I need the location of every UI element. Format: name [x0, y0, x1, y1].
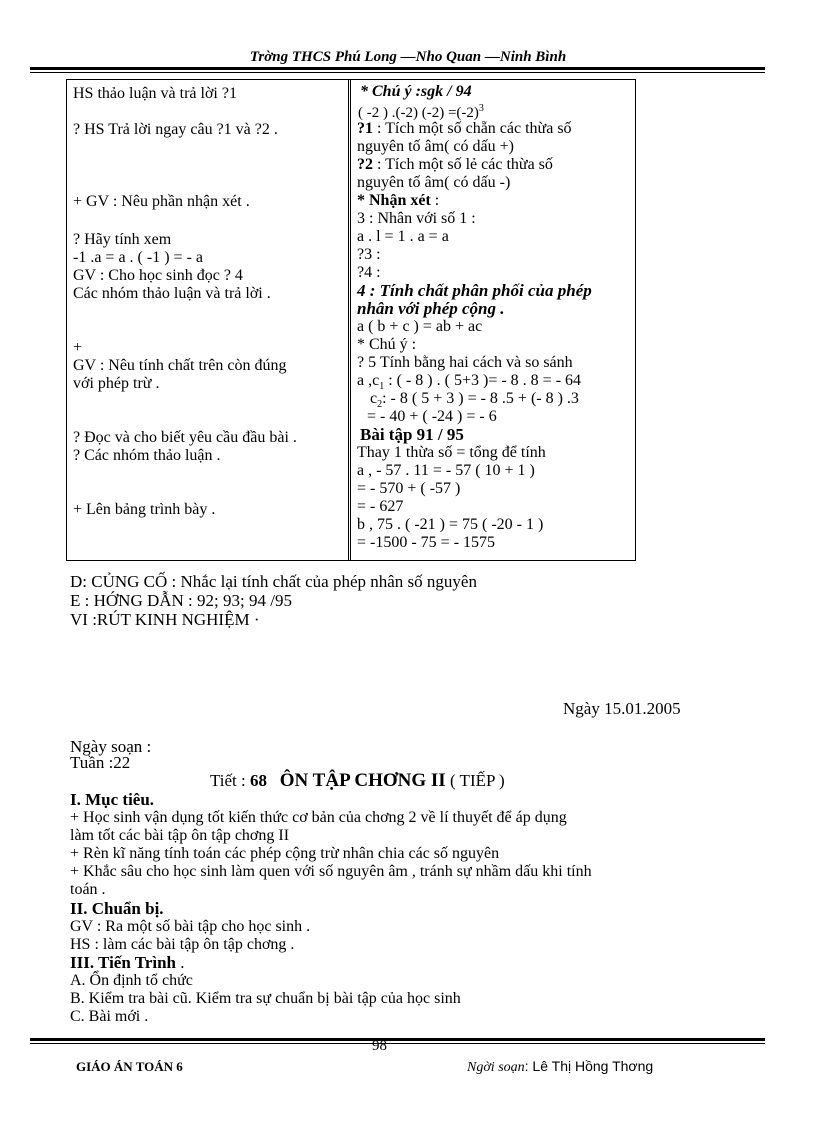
- exercise-line-2: a , - 57 . 11 = - 57 ( 10 + 1 ): [357, 462, 535, 479]
- procedure-a: A. Ổn định tổ chức: [70, 972, 193, 989]
- lesson-period-label: Tiết :: [210, 771, 251, 790]
- question-2-cont: nguyên tố âm( có dấu -): [357, 174, 511, 191]
- section-procedure-title: III. Tiến Trình: [70, 953, 176, 972]
- objective-line-4: + Khắc sâu cho học sinh làm quen với số nguyên âm , tránh sự nhầm dấu khi tính: [70, 863, 592, 880]
- question-2-text: : Tích một số lẻ các thừa số: [373, 156, 553, 173]
- calc-way-2-rest: : - 8 ( 5 + 3 ) = - 8 .5 + (- 8 ) .3: [382, 390, 579, 407]
- note-title: * Chú ý :sgk / 94: [360, 83, 472, 100]
- preparation-students: HS : làm các bài tập ôn tập chơng .: [70, 936, 295, 953]
- teacher-activity-line: GV : Nêu tính chất trên còn đúng: [73, 357, 287, 374]
- teacher-activity-line: ? Đọc và cho biết yêu cầu đầu bài .: [73, 429, 297, 446]
- calc-way-2-cont: = - 40 + ( -24 ) = - 6: [367, 408, 497, 425]
- calc-way-1-prefix: a ,c: [357, 372, 380, 389]
- objective-line-3: + Rèn kĩ năng tính toán các phép cộng trừ nhân chia các số nguyên: [70, 845, 500, 862]
- lesson-title: [210, 772, 505, 790]
- section-preparation: II. Chuẩn bị.: [70, 899, 164, 918]
- exercise-line-3: = - 570 + ( -57 ): [357, 480, 461, 497]
- review-line: VI :RÚT KINH NGHIỆM ·: [70, 610, 260, 629]
- question-5: ? 5 Tính bằng hai cách và so sánh: [357, 354, 573, 371]
- calc-way-1-sub: 1: [379, 381, 385, 393]
- footer-author-name: : Lê Thị Hồng Thơng: [524, 1058, 654, 1074]
- footer-author: [467, 1058, 653, 1076]
- objective-line-5: toán .: [70, 881, 106, 898]
- exercise-line-4: = - 627: [357, 498, 404, 515]
- exercise-line-1: Thay 1 thừa số = tổng để tính: [357, 444, 546, 461]
- table-column-divider: [348, 80, 351, 560]
- footer-rule-thin: [30, 1043, 765, 1044]
- objective-line-2: làm tốt các bài tập ôn tập chơng II: [70, 827, 290, 844]
- teacher-activity-line: với phép trừ .: [73, 375, 160, 392]
- remark-colon: :: [430, 192, 440, 209]
- section-objectives: I. Mục tiêu.: [70, 790, 155, 809]
- teacher-activity-line: ? Hãy tính xem: [73, 231, 172, 248]
- calc-way-2-sub: 2: [377, 399, 383, 411]
- procedure-c: C. Bài mới .: [70, 1008, 149, 1025]
- question-1-cont: nguyên tố âm( có dấu +): [357, 138, 514, 155]
- rule-3-formula: a . l = 1 . a = a: [357, 228, 449, 245]
- teacher-activity-line: -1 .a = a . ( -1 ) = - a: [73, 249, 203, 266]
- distributive-title-cont: nhân với phép cộng .: [357, 299, 505, 318]
- teacher-activity-line: + Lên bảng trình bày .: [73, 501, 216, 518]
- remark: [357, 192, 439, 210]
- question-1-label: ?1: [357, 120, 373, 137]
- homework-line: E : HỚNG DẪN : 92; 93; 94 /95: [70, 591, 292, 610]
- lesson-title-suffix: ( TIẾP ): [445, 771, 505, 790]
- procedure-b: B. Kiểm tra bài cũ. Kiểm tra sự chuẩn bị bài tập của học sinh: [70, 990, 461, 1007]
- teacher-activity-line: +: [73, 339, 83, 356]
- page-header-title: Trờng THCS Phú Long —Nho Quan —Ninh Bình: [249, 49, 567, 65]
- lesson-period-number: 68: [250, 771, 268, 790]
- lesson-title-main: ÔN TẬP CHƠNG II: [279, 770, 446, 791]
- distributive-formula: a ( b + c ) = ab + ac: [357, 318, 483, 335]
- power-example-exponent: 3: [478, 103, 484, 114]
- question-1-text: : Tích một số chẵn các thừa số: [373, 120, 572, 137]
- power-example-base: ( -2 ) .(-2) (-2) =(-2): [358, 105, 479, 121]
- preparation-teacher: GV : Ra một số bài tập cho học sinh .: [70, 918, 311, 935]
- note-2: * Chú ý :: [357, 336, 417, 353]
- teacher-activity-line: Các nhóm thảo luận và trả lời .: [73, 285, 271, 302]
- calc-way-2-prefix: c: [370, 390, 378, 407]
- header-rule-thick: [30, 67, 765, 70]
- page-number: 98: [372, 1038, 387, 1054]
- objective-line-1: + Học sinh vận dụng tốt kiến thức cơ bản của chơng 2 về lí thuyết để áp dụng: [70, 809, 567, 826]
- lesson-table: [66, 79, 636, 561]
- prep-date: Ngày soạn :: [70, 737, 152, 756]
- lesson-date: Ngày 15.01.2005: [563, 699, 681, 718]
- teacher-activity-line: ? HS Trả lời ngay câu ?1 và ?2 .: [73, 121, 278, 138]
- question-1: [357, 120, 572, 138]
- question-3: ?3 :: [357, 246, 381, 263]
- distributive-title: 4 : Tính chất phân phối của phép: [357, 281, 592, 300]
- consolidation-line: D: CỦNG CỐ : Nhắc lại tính chất của phép nhân số nguyên: [70, 572, 477, 591]
- exercise-line-5: b , 75 . ( -21 ) = 75 ( -20 - 1 ): [357, 516, 544, 533]
- rule-3: 3 : Nhân với số 1 :: [357, 210, 476, 227]
- exercise-line-6: = -1500 - 75 = - 1575: [357, 534, 496, 551]
- question-2-label: ?2: [357, 156, 373, 173]
- footer-course: GIÁO ÁN TOÁN 6: [76, 1059, 183, 1074]
- question-4: ?4 :: [357, 264, 381, 281]
- section-procedure: [70, 954, 185, 972]
- power-example: [358, 100, 484, 122]
- teacher-activity-line: ? Các nhóm thảo luận .: [73, 447, 221, 464]
- section-procedure-dot: .: [176, 953, 185, 972]
- week: Tuần :22: [70, 753, 131, 772]
- teacher-activity-line: GV : Cho học sinh đọc ? 4: [73, 267, 243, 284]
- remark-title: * Nhận xét: [357, 192, 431, 209]
- calc-way-1-rest: : ( - 8 ) . ( 5+3 )= - 8 . 8 = - 64: [384, 372, 582, 389]
- question-2: [357, 156, 553, 174]
- footer-rule-thick: [30, 1038, 765, 1041]
- exercise-title: Bài tập 91 / 95: [360, 425, 464, 444]
- footer-author-label: Ngời soạn: [467, 1060, 525, 1075]
- teacher-activity-line: HS thảo luận và trả lời ?1: [73, 85, 237, 102]
- teacher-activity-line: + GV : Nêu phần nhận xét .: [73, 193, 250, 210]
- header-rule-thin: [30, 72, 765, 73]
